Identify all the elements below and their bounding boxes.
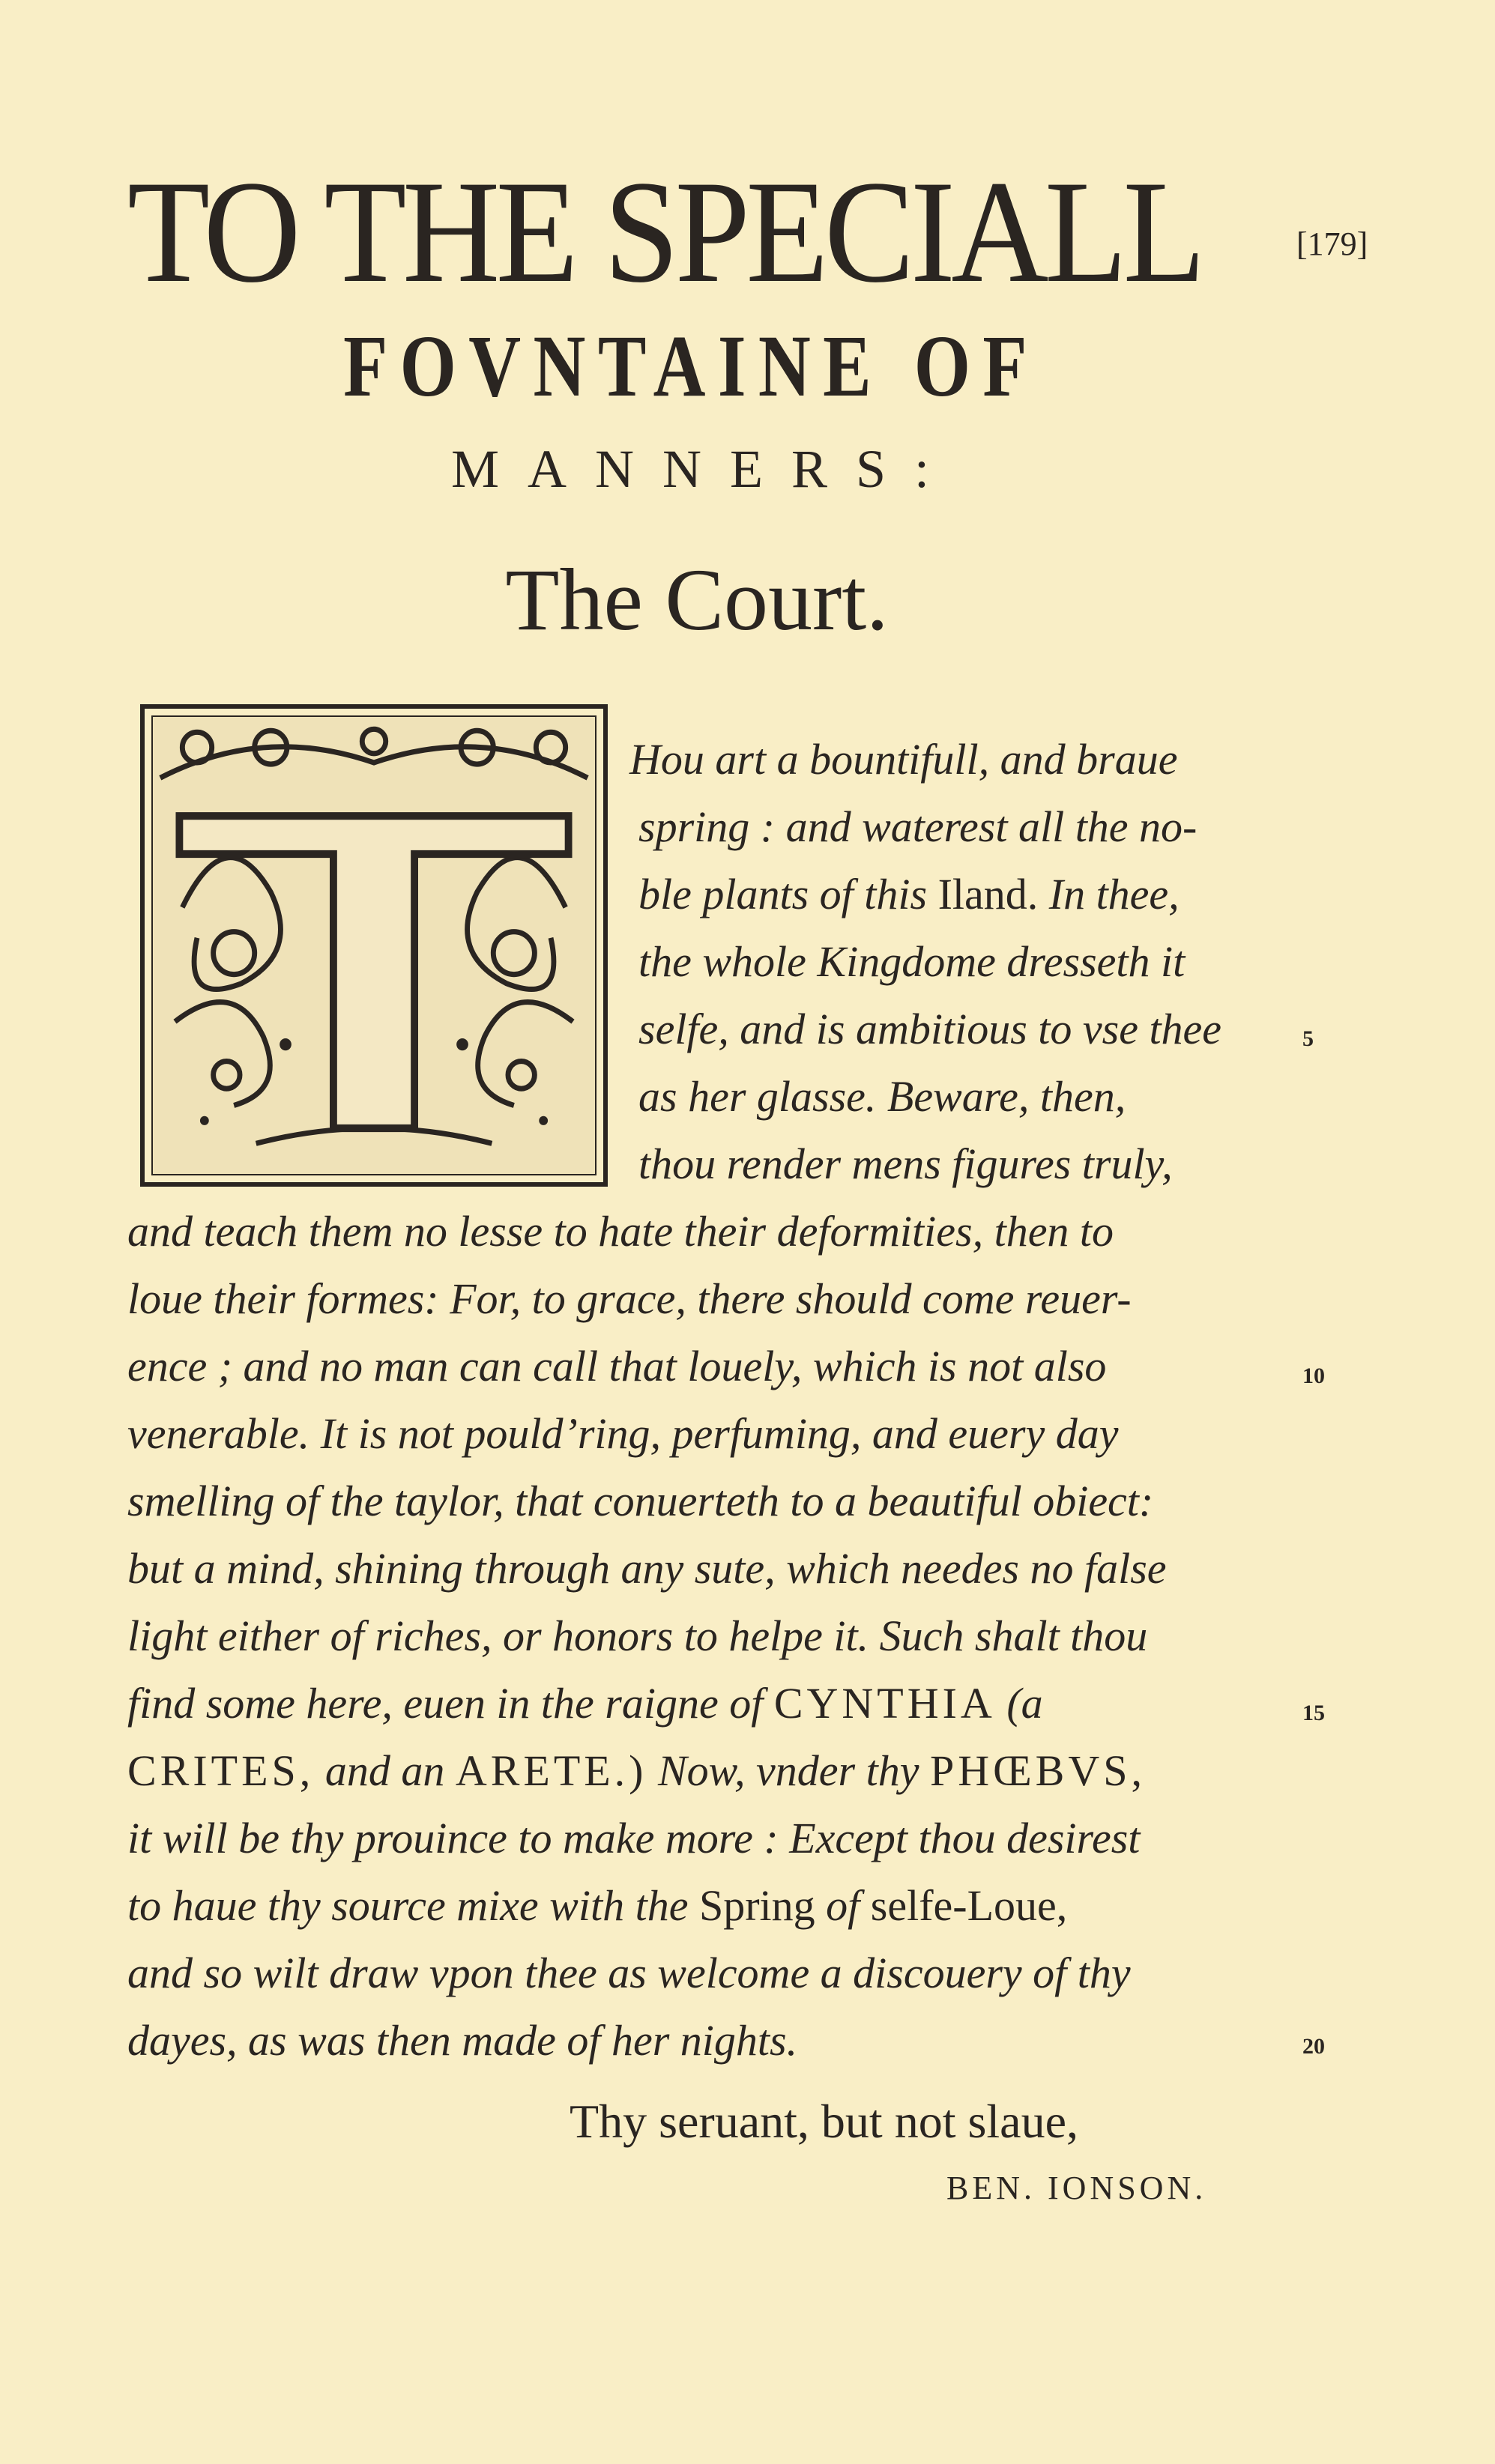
text-line: thou render mens figures truly, bbox=[638, 1139, 1173, 1188]
subtitle: The Court. bbox=[505, 551, 889, 649]
line-number: 15 bbox=[1302, 1701, 1325, 1725]
title-line-2: FOVNTAINE OF bbox=[343, 317, 1039, 415]
drop-cap-ornament-icon bbox=[153, 717, 595, 1174]
line-number: 5 bbox=[1302, 1026, 1314, 1051]
text-line: selfe, and is ambitious to vse thee bbox=[638, 1005, 1222, 1053]
text-line: but a mind, shining through any sute, which needes no false bbox=[127, 1544, 1167, 1593]
signature-line: Thy seruant, but not slaue, bbox=[570, 2095, 1078, 2148]
ornamental-drop-cap bbox=[140, 704, 608, 1187]
text-line: loue their formes: For, to grace, there should come reuer- bbox=[127, 1274, 1132, 1323]
text-line: spring : and waterest all the no- bbox=[638, 802, 1197, 851]
text-line: as her glasse. Beware, then, bbox=[638, 1072, 1126, 1121]
text-line: to haue thy source mixe with the Spring of selfe-Loue, bbox=[127, 1881, 1068, 1930]
text-line: CRITES, and an ARETE.) Now, vnder thy PHŒBVS, bbox=[127, 1746, 1147, 1795]
line-number: 20 bbox=[1302, 2034, 1325, 2059]
text-line: light either of riches, or honors to helpe it. Such shalt thou bbox=[127, 1611, 1148, 1660]
text-line: it will be thy prouince to make more : Except thou desirest bbox=[127, 1814, 1141, 1862]
page-number: [179] bbox=[1296, 225, 1368, 262]
signature-name: BEN. IONSON. bbox=[946, 2170, 1207, 2206]
text-line: Hou art a bountifull, and braue bbox=[629, 735, 1178, 784]
line-number: 10 bbox=[1302, 1363, 1325, 1388]
text-line: ble plants of this Iland. In thee, bbox=[638, 870, 1180, 918]
page-title: TO THE SPECIALL bbox=[127, 151, 1202, 313]
text-line: and so wilt draw vpon thee as welcome a discouery of thy bbox=[127, 1949, 1131, 1997]
text-line: and teach them no lesse to hate their deformities, then to bbox=[127, 1207, 1114, 1256]
text-line: find some here, euen in the raigne of CYNTHIA (a bbox=[127, 1679, 1043, 1728]
text-line: the whole Kingdome dresseth it bbox=[638, 937, 1186, 986]
text-line: dayes, as was then made of her nights. bbox=[127, 2016, 798, 2065]
text-line: venerable. It is not pould’ring, perfuming, and euery day bbox=[127, 1409, 1119, 1458]
title-line-3: MANNERS: bbox=[450, 439, 958, 499]
text-line: smelling of the taylor, that conuerteth to a beautiful obiect: bbox=[127, 1477, 1154, 1525]
text-line: ence ; and no man can call that louely, which is not also bbox=[127, 1342, 1107, 1390]
